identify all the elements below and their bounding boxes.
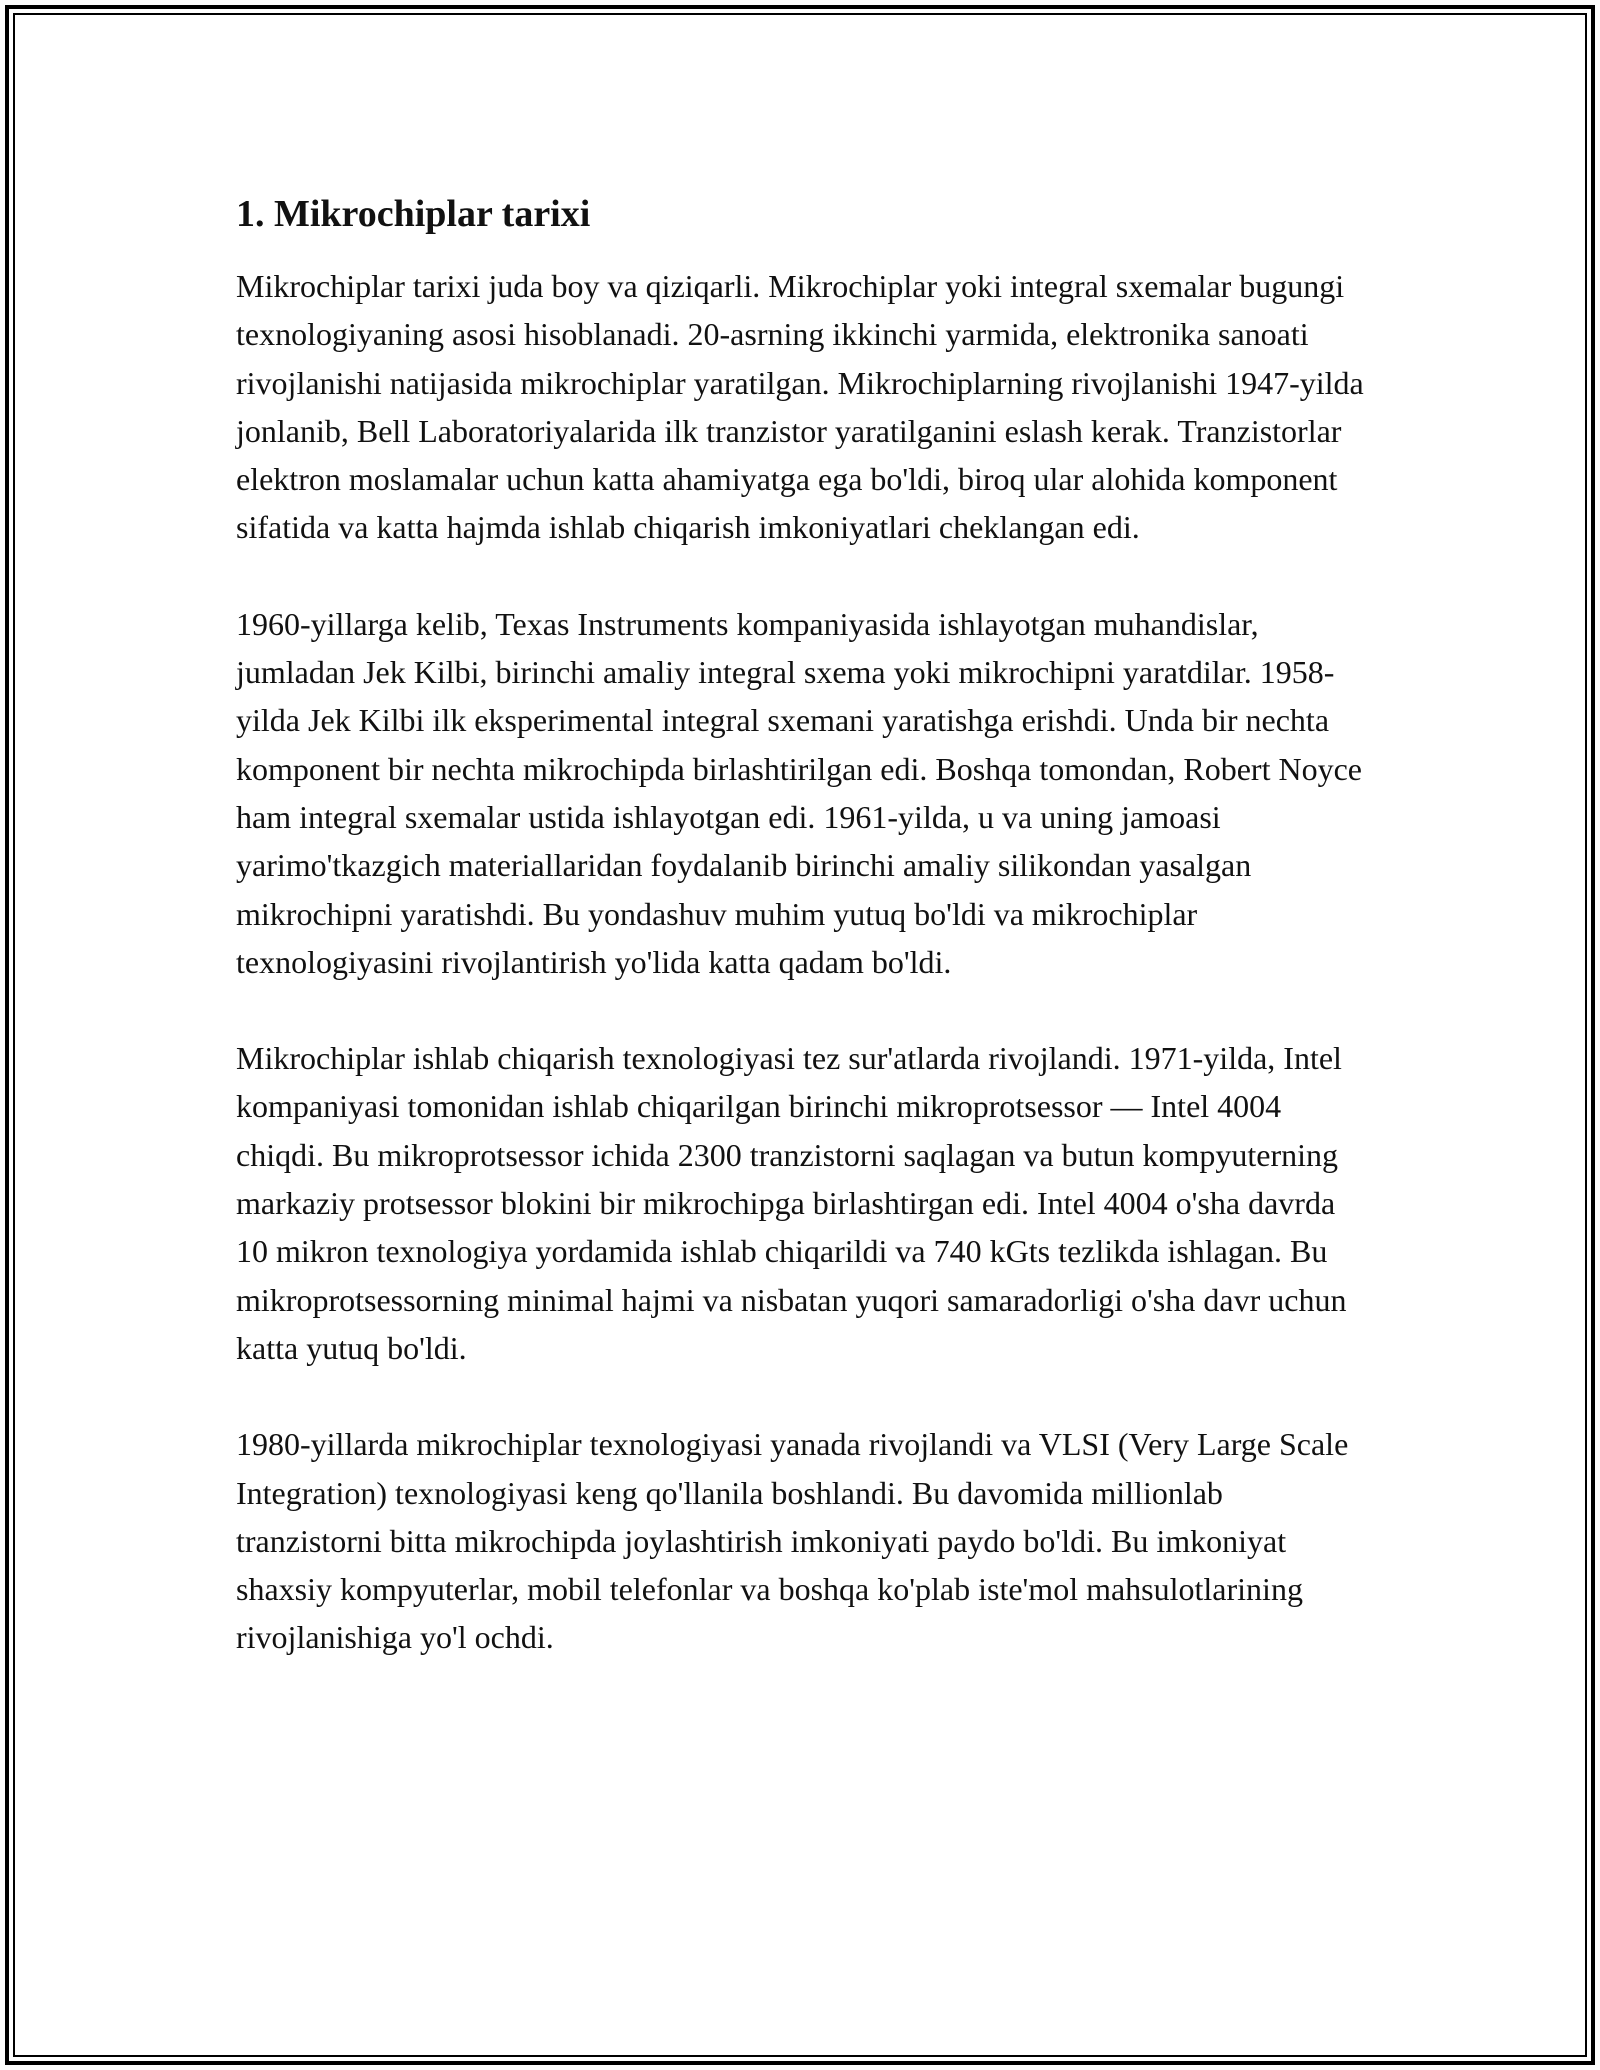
paragraph-2: 1960-yillarga kelib, Texas Instruments kompaniyasida ishlayotgan muhandislar, jumladan Jek Kilbi, birinchi amaliy integral sxema yoki mikrochipni yaratdilar. 1958-yilda Jek Kilbi ilk eksperimental integral sxemani yaratishga erishdi. Unda bir nechta komponent bir nechta mikrochipda birlashtirilgan edi. Boshqa tomondan, Robert Noyce ham integral sxemalar ustida ishlayotgan edi. 1961-yilda, u va uning jamoasi yarimo'tkazgich materiallaridan foydalanib birinchi amaliy silikondan yasalgan mikrochipni yaratishdi. Bu yondashuv muhim yutuq bo'ldi va mikrochiplar texnologiyasini rivojlantirish yo'lida katta qadam bo'ldi.: [236, 605, 1362, 980]
section-title: 1. Mikrochiplar tarixi: [236, 193, 591, 235]
paragraph-3: Mikrochiplar ishlab chiqarish texnologiyasi tez sur'atlarda rivojlandi. 1971-yilda, Intel kompaniyasi tomonidan ishlab chiqarilgan birinchi mikroprotsessor — Intel 4004 chiqdi. Bu mikroprotsessor ichida 2300 tranzistorni saqlagan va butun kompyuterning markaziy protsessor blokini bir mikrochipga birlashtirgan edi. Intel 4004 o'sha davrda 10 mikron texnologiya yordamida ishlab chiqarildi va 740 kGts tezlikda ishlagan. Bu mikroprotsessorning minimal hajmi va nisbatan yuqori samaradorligi o'sha davr uchun katta yutuq bo'ldi.: [236, 1040, 1347, 1366]
document-body: [236, 188, 1366, 1710]
paragraph-4: 1980-yillarda mikrochiplar texnologiyasi yanada rivojlandi va VLSI (Very Large Scale Integration) texnologiyasi keng qo'llanila boshlandi. Bu davomida millionlab tranzistorni bitta mikrochipda joylashtirish imkoniyati paydo bo'ldi. Bu imkoniyat shaxsiy kompyuterlar, mobil telefonlar va boshqa ko'plab iste'mol mahsulotlarining rivojlanishiga yo'l ochdi.: [236, 1426, 1349, 1656]
paragraph-1: Mikrochiplar tarixi juda boy va qiziqarli. Mikrochiplar yoki integral sxemalar bugungi texnologiyaning asosi hisoblanadi. 20-asrning ikkinchi yarmida, elektronika sanoati rivojlanishi natijasida mikrochiplar yaratilgan. Mikrochiplarning rivojlanishi 1947-yilda jonlanib, Bell Laboratoriyalarida ilk tranzistor yaratilganini eslash kerak. Tranzistorlar elektron moslamalar uchun katta ahamiyatga ega bo'ldi, biroq ular alohida komponent sifatida va katta hajmda ishlab chiqarish imkoniyatlari cheklangan edi.: [236, 268, 1364, 546]
